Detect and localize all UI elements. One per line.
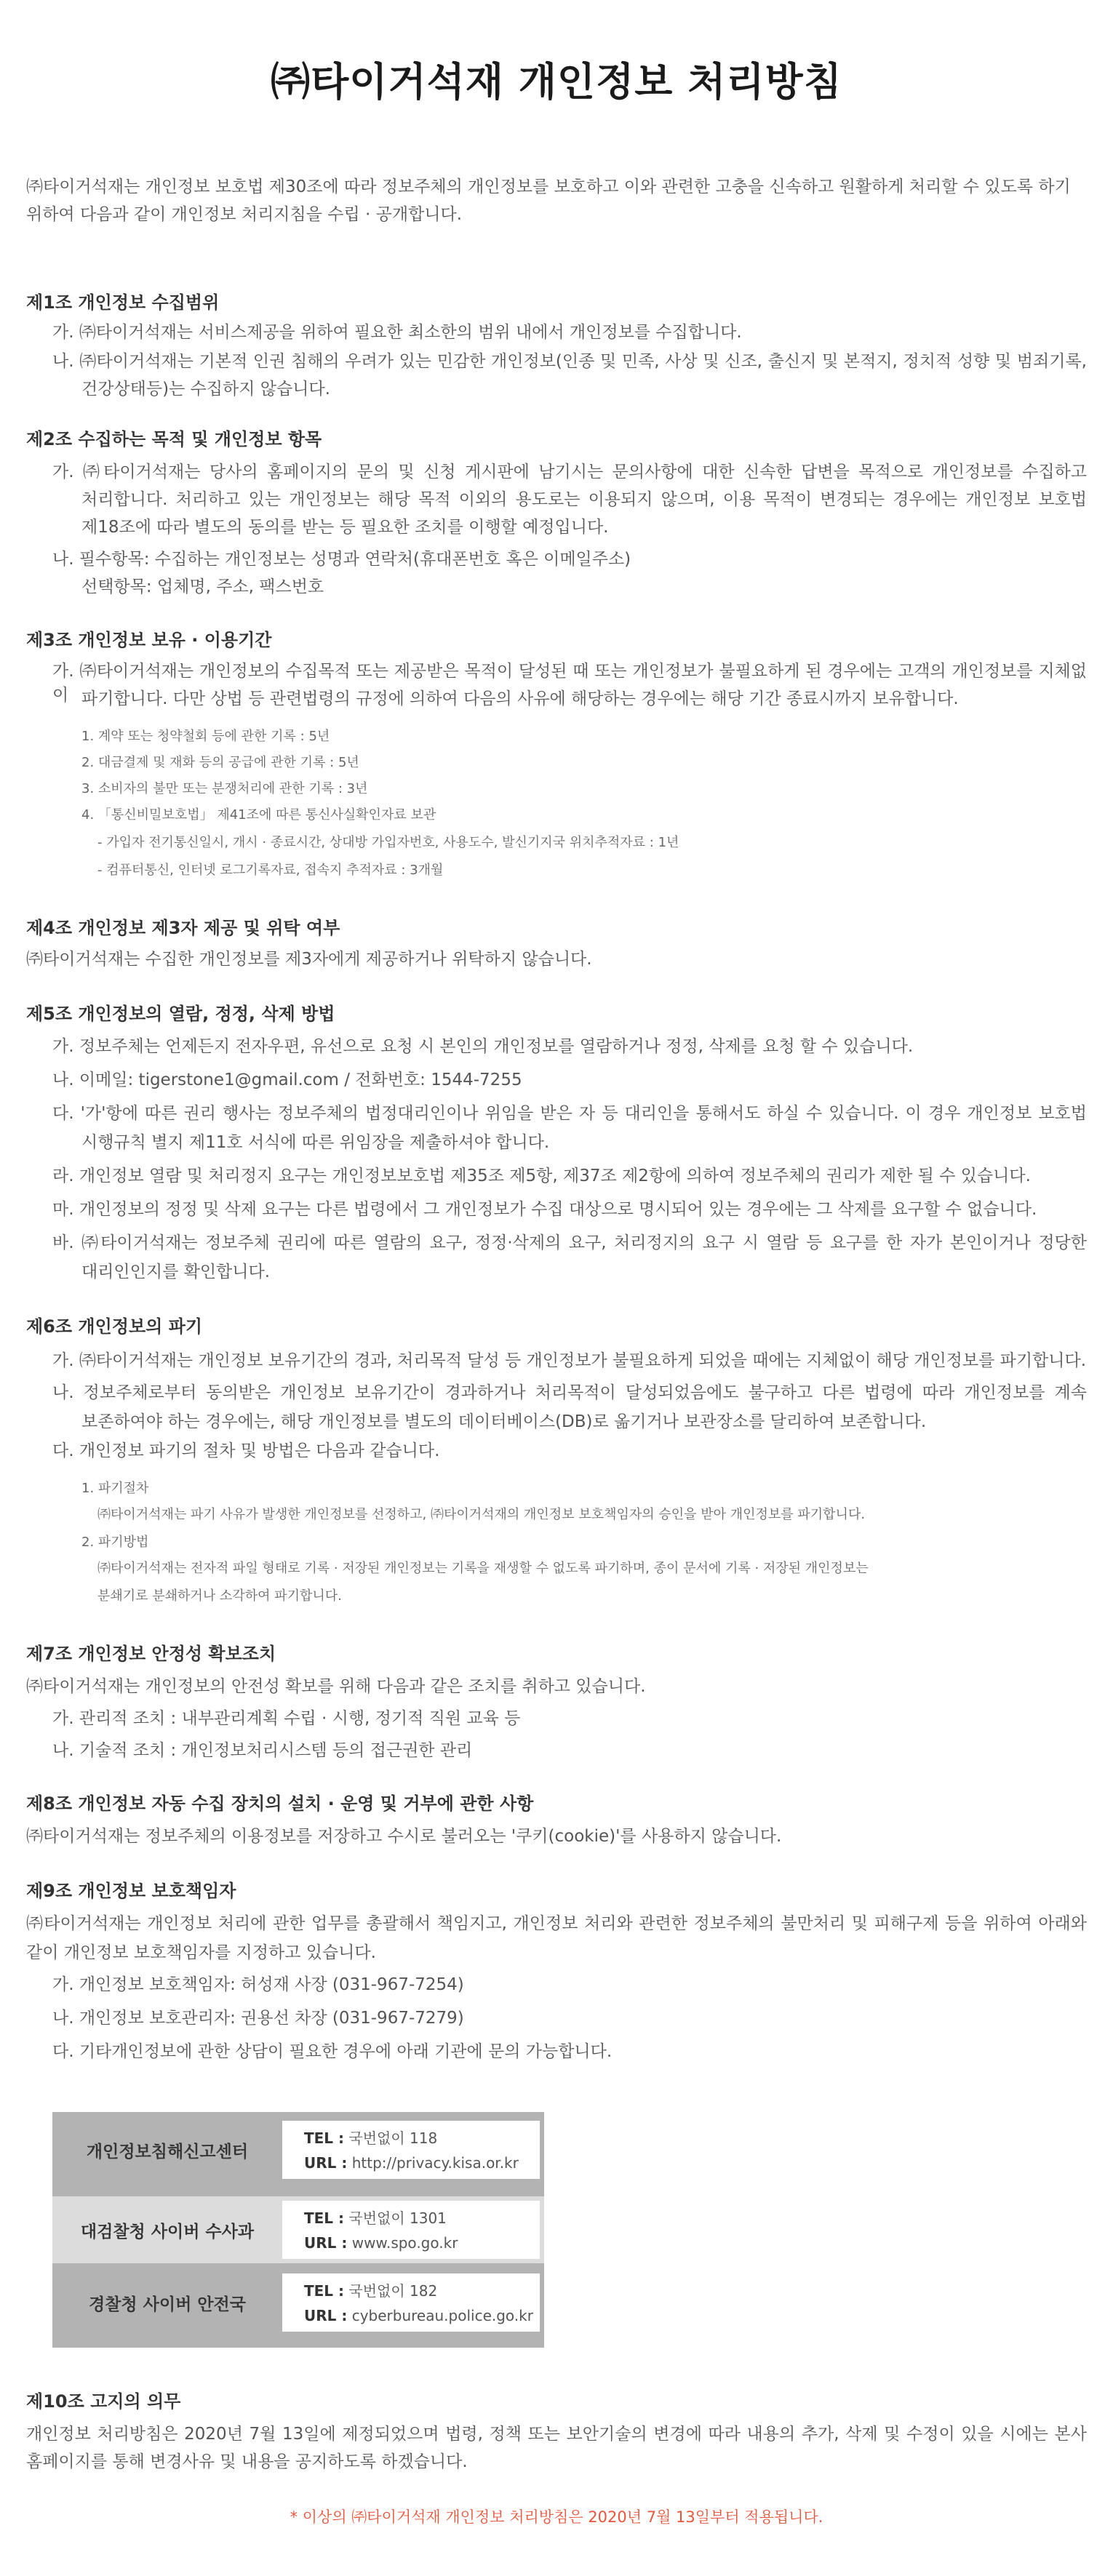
article-9-body: ㈜타이거석재는 개인정보 처리에 관한 업무를 총괄해서 책임지고, 개인정보 처리와 관련한 정보주체의 불만처리 및 피해구제 등을 위하여 아래와 bbox=[26, 1914, 1087, 1933]
article-9-heading: 제9조 개인정보 보호책임자 bbox=[26, 1881, 236, 1901]
article-4-heading: 제4조 개인정보 제3자 제공 및 위탁 여부 bbox=[26, 918, 340, 938]
article-3-list-item: 3. 소비자의 불만 또는 분쟁처리에 관한 기록 : 3년 bbox=[81, 781, 368, 796]
contact-info bbox=[282, 2273, 540, 2332]
article-10-body: 개인정보 처리방침은 2020년 7월 13일에 제정되었으며 법령, 정책 또는 보안기술의 변경에 따라 내용의 추가, 삭제 및 수정이 있을 시에는 본사 bbox=[26, 2425, 1087, 2444]
article-7-body: ㈜타이거석재는 개인정보의 안전성 확보를 위해 다음과 같은 조치를 취하고 있습니다. bbox=[26, 1677, 646, 1696]
tel-label: TEL : bbox=[304, 2282, 345, 2300]
contact-agency-name: 개인정보침해신고센터 bbox=[86, 2142, 249, 2161]
article-5-heading: 제5조 개인정보의 열람, 정정, 삭제 방법 bbox=[26, 1004, 335, 1024]
contact-table bbox=[52, 2112, 544, 2348]
article-6-item-ga: 가. ㈜타이거석재는 개인정보 보유기간의 경과, 처리목적 달성 등 개인정보가 불필요하게 되었을 때에는 지체없이 해당 개인정보를 파기합니다. bbox=[52, 1351, 1087, 1370]
article-6-sub-title: 2. 파기방법 bbox=[81, 1535, 149, 1550]
contact-info bbox=[282, 2201, 540, 2259]
contact-tel: 국번없이 182 bbox=[348, 2282, 438, 2300]
article-10-heading: 제10조 고지의 의무 bbox=[26, 2391, 181, 2412]
article-8-body: ㈜타이거석재는 정보주체의 이용정보를 저장하고 수시로 불러오는 '쿠키(cookie)'를 사용하지 않습니다. bbox=[26, 1827, 782, 1846]
intro-paragraph: ㈜타이거석재는 개인정보 보호법 제30조에 따라 정보주체의 개인정보를 보호하고 이와 관련한 고충을 신속하고 원활하게 처리할 수 있도록 하기 위하여 다음과 같이 개인정보 처리지침을 수립 · 공개합니다. bbox=[26, 177, 1071, 224]
article-6-heading: 제6조 개인정보의 파기 bbox=[26, 1316, 203, 1337]
article-9-body-cont: 같이 개인정보 보호책임자를 지정하고 있습니다. bbox=[26, 1943, 376, 1962]
article-8-heading: 제8조 개인정보 자동 수집 장치의 설치 · 운영 및 거부에 관한 사항 bbox=[26, 1793, 534, 1814]
article-5-item-ba-cont: 대리인인지를 확인합니다. bbox=[81, 1263, 271, 1281]
article-5-item-da: 다. '가'항에 따른 권리 행사는 정보주체의 법정대리인이나 위임을 받은 자 등 대리인을 통해서도 하실 수 있습니다. 이 경우 개인정보 보호법 bbox=[52, 1104, 1087, 1123]
article-6-sub-body: ㈜타이거석재는 전자적 파일 형태로 기록 · 저장된 개인정보는 기록을 재생할 수 없도록 파기하며, 종이 문서에 기록 · 저장된 개인정보는 bbox=[97, 1561, 869, 1576]
article-6-sub-body-cont: 분쇄기로 분쇄하거나 소각하여 파기합니다. bbox=[97, 1588, 342, 1604]
article-5-item-da-cont: 시행규칙 별지 제11호 서식에 따른 위임장을 제출하셔야 합니다. bbox=[81, 1133, 550, 1152]
url-label: URL : bbox=[304, 2307, 348, 2324]
article-6-item-na-cont: 보존하여야 하는 경우에는, 해당 개인정보를 별도의 데이터베이스(DB)로 옮기거나 보관장소를 달리하여 보존합니다. bbox=[81, 1412, 927, 1431]
article-3-item-ga: 가. ㈜타이거석재는 개인정보의 수집목적 또는 제공받은 목적이 달성된 때 또는 개인정보가 불필요하게 된 경우에는 고객의 개인정보를 지체없이 bbox=[52, 662, 1087, 705]
article-5-item-na: 나. 이메일: tigerstone1@gmail.com / 전화번호: 1544-7255 bbox=[52, 1071, 522, 1089]
article-3-list-item: 1. 계약 또는 청약철회 등에 관한 기록 : 5년 bbox=[81, 729, 330, 744]
article-6-item-da: 다. 개인정보 파기의 절차 및 방법은 다음과 같습니다. bbox=[52, 1441, 440, 1460]
article-3-heading: 제3조 개인정보 보유 · 이용기간 bbox=[26, 630, 272, 650]
tel-label: TEL : bbox=[304, 2129, 345, 2147]
article-3-sub-item: - 가입자 전기통신일시, 개시 · 종료시간, 상대방 가입자번호, 사용도수, 발신기지국 위치추적자료 : 1년 bbox=[97, 835, 679, 850]
contact-url[interactable]: http://privacy.kisa.or.kr bbox=[351, 2154, 519, 2172]
article-2-item-ga-cont2: 제18조에 따라 별도의 동의를 받는 등 필요한 조치를 이행할 예정입니다. bbox=[81, 518, 609, 537]
contact-info bbox=[282, 2121, 540, 2179]
article-5-item-ma: 마. 개인정보의 정정 및 삭제 요구는 다른 법령에서 그 개인정보가 수집 대상으로 명시되어 있는 경우에는 그 삭제를 요구할 수 없습니다. bbox=[52, 1200, 1037, 1219]
contact-row bbox=[52, 2116, 544, 2183]
article-9-item-da: 다. 기타개인정보에 관한 상담이 필요한 경우에 아래 기관에 문의 가능합니다. bbox=[52, 2042, 613, 2061]
article-1-item-na: 나. ㈜타이거석재는 기본적 인권 침해의 우려가 있는 민감한 개인정보(인종 및 민족, 사상 및 신조, 출신지 및 본적지, 정치적 성향 및 범죄기록, bbox=[52, 352, 1087, 371]
contact-url[interactable]: www.spo.go.kr bbox=[351, 2234, 458, 2252]
article-2-item-ga: 가. ㈜타이거석재는 당사의 홈페이지의 문의 및 신청 게시판에 남기시는 문의사항에 대한 신속한 답변을 목적으로 개인정보를 수집하고 bbox=[52, 463, 1087, 481]
article-7-item-ga: 가. 관리적 조치 : 내부관리계획 수립 · 시행, 정기적 직원 교육 등 bbox=[52, 1709, 521, 1728]
contact-agency-name: 대검찰청 사이버 수사과 bbox=[80, 2222, 255, 2241]
article-2-heading: 제2조 수집하는 목적 및 개인정보 항목 bbox=[26, 429, 322, 449]
article-7-item-na: 나. 기술적 조치 : 개인정보처리시스템 등의 접근권한 관리 bbox=[52, 1741, 473, 1760]
article-3-item-ga-cont: 파기합니다. 다만 상법 등 관련법령의 규정에 의하여 다음의 사유에 해당하는 경우에는 해당 기간 종료시까지 보유합니다. bbox=[81, 689, 959, 708]
article-2-item-na-cont: 선택항목: 업체명, 주소, 팩스번호 bbox=[81, 577, 324, 596]
tel-label: TEL : bbox=[304, 2209, 345, 2227]
article-3-list-item: 4. 「통신비밀보호법」 제41조에 따른 통신사실확인자료 보관 bbox=[81, 807, 436, 823]
article-2-item-na: 나. 필수항목: 수집하는 개인정보는 성명과 연락처(휴대폰번호 혹은 이메일주소) bbox=[52, 550, 631, 569]
article-4-body: ㈜타이거석재는 수집한 개인정보를 제3자에게 제공하거나 위탁하지 않습니다. bbox=[26, 950, 592, 969]
article-6-sub-title: 1. 파기절차 bbox=[81, 1481, 149, 1496]
article-1-heading: 제1조 개인정보 수집범위 bbox=[26, 292, 220, 313]
article-3-list-item: 2. 대금결제 및 재화 등의 공급에 관한 기록 : 5년 bbox=[81, 755, 359, 770]
effective-date-notice: * 이상의 ㈜타이거석재 개인정보 처리방침은 2020년 7월 13일부터 적용됩니다. bbox=[290, 2508, 823, 2526]
article-7-heading: 제7조 개인정보 안정성 확보조치 bbox=[26, 1644, 276, 1664]
article-2-item-ga-cont: 처리합니다. 처리하고 있는 개인정보는 해당 목적 이외의 용도로는 이용되지 않으며, 이용 목적이 변경되는 경우에는 개인정보 보호법 bbox=[81, 490, 1087, 509]
contact-tel: 국번없이 1301 bbox=[348, 2209, 447, 2227]
contact-tel: 국번없이 118 bbox=[348, 2129, 438, 2147]
url-label: URL : bbox=[304, 2234, 348, 2252]
article-5-item-ra: 라. 개인정보 열람 및 처리정지 요구는 개인정보보호법 제35조 제5항, 제37조 제2항에 의하여 정보주체의 권리가 제한 될 수 있습니다. bbox=[52, 1167, 1031, 1185]
article-6-sub-body: ㈜타이거석재는 파기 사유가 발생한 개인정보를 선정하고, ㈜타이거석재의 개인정보 보호책임자의 승인을 받아 개인정보를 파기합니다. bbox=[97, 1507, 866, 1522]
article-9-item-na: 나. 개인정보 보호관리자: 권용선 차장 (031-967-7279) bbox=[52, 2009, 464, 2028]
contact-row bbox=[52, 2269, 544, 2336]
article-10-body-cont: 홈페이지를 통해 변경사유 및 내용을 공지하도록 하겠습니다. bbox=[26, 2452, 468, 2471]
article-9-item-ga: 가. 개인정보 보호책임자: 허성재 사장 (031-967-7254) bbox=[52, 1975, 464, 1994]
contact-url[interactable]: cyberbureau.police.go.kr bbox=[351, 2307, 533, 2324]
article-1-item-na-cont: 건강상태등)는 수집하지 않습니다. bbox=[81, 380, 330, 399]
article-6-item-na: 나. 정보주체로부터 동의받은 개인정보 보유기간이 경과하거나 처리목적이 달성되었음에도 불구하고 다른 법령에 따라 개인정보를 계속 bbox=[52, 1383, 1087, 1402]
article-1-item-ga: 가. ㈜타이거석재는 서비스제공을 위하여 필요한 최소한의 범위 내에서 개인정보를 수집합니다. bbox=[52, 323, 742, 342]
article-5-item-ba: 바. ㈜타이거석재는 정보주체 권리에 따른 열람의 요구, 정정·삭제의 요구, 처리정지의 요구 시 열람 등 요구를 한 자가 본인이거나 정당한 bbox=[52, 1233, 1087, 1252]
contact-row bbox=[52, 2196, 544, 2263]
article-3-sub-item: - 컴퓨터통신, 인터넷 로그기록자료, 접속지 추적자료 : 3개월 bbox=[97, 863, 444, 878]
article-5-item-ga: 가. 정보주체는 언제든지 전자우편, 유선으로 요청 시 본인의 개인정보를 열람하거나 정정, 삭제를 요청 할 수 있습니다. bbox=[52, 1037, 914, 1056]
page-title: ㈜타이거석재 개인정보 처리방침 bbox=[271, 59, 842, 105]
url-label: URL : bbox=[304, 2154, 348, 2172]
contact-agency-name: 경찰청 사이버 안전국 bbox=[89, 2295, 246, 2314]
